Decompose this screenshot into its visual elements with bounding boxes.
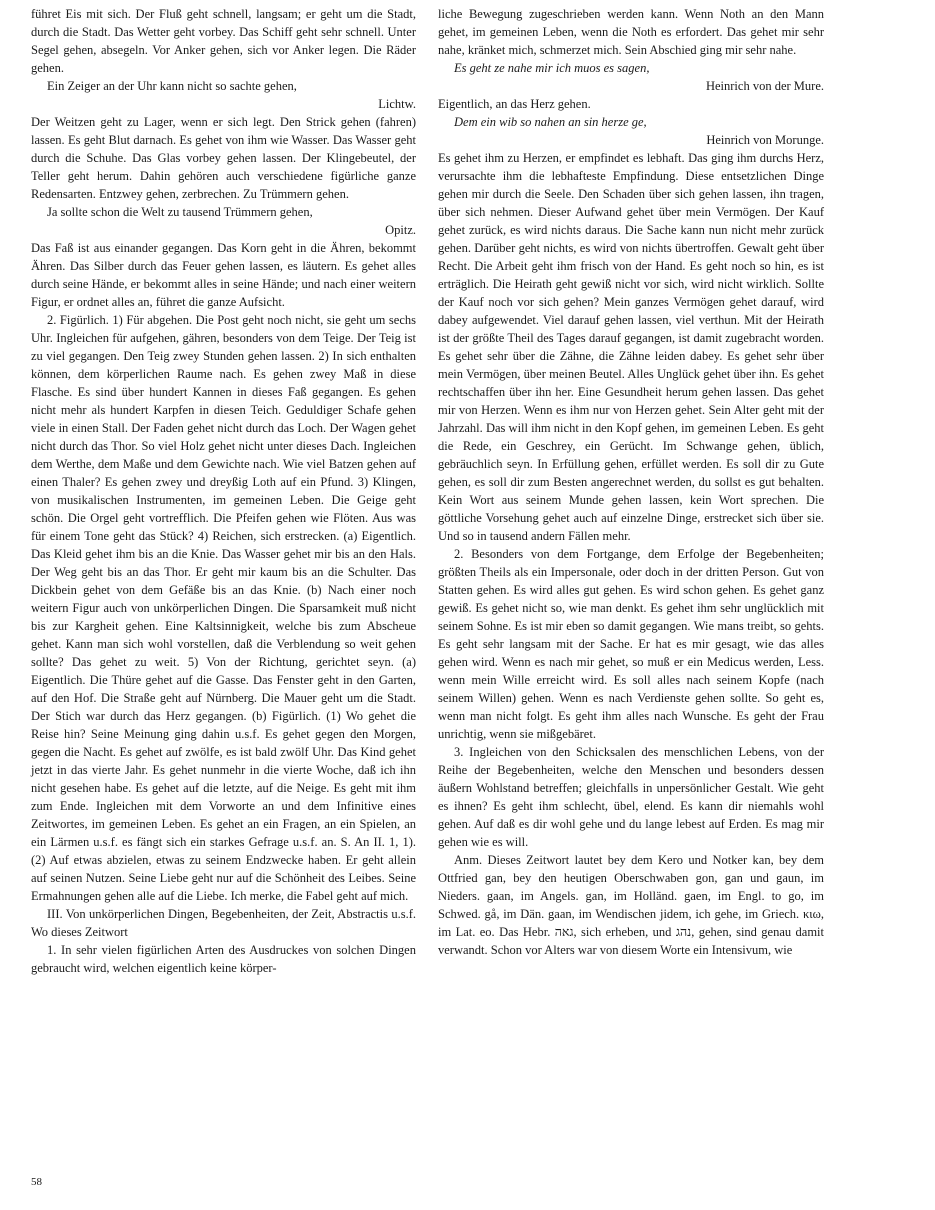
paragraph: Das Faß ist aus einander gegangen. Das Korn geht in die Ähren, bekommt Ähren. Das Silber durch das Feuer gehen lassen, es läutern. Es gehet alles durch seine Hände, er bekommt alles in seine Hände; und nach einer weitern Figur, er ordnet alles an, führet die ganze Aufsicht.: [31, 241, 416, 309]
quotation-line: Ein Zeiger an der Uhr kann nicht so sachte gehen,: [47, 79, 297, 93]
quotation-line: Dem ein wib so nahen an sin herze ge,: [454, 115, 647, 129]
paragraph: Anm. Dieses Zeitwort lautet bey dem Kero und Notker kan, bey dem Ottfried gan, bey den heutigen Oberschwaben gon, gan und gaun, im Nieders. gaan, im Angels. gan, im Holländ. gaen, im Engl. to go, im Schwed. gå, im Dän. gaan, im Wendischen jidem, ich gehe, im Griech. κιω, im Lat. eo. Das Hebr. גאה, sich erheben, und נהג, gehen, sind genau damit verwandt. Schon vor Alters war von diesem Worte ein Intensivum, wie: [438, 853, 825, 957]
quotation-line: Es geht ze nahe mir ich muos es sagen,: [454, 61, 650, 75]
citation-source: Heinrich von der Mure.: [705, 79, 824, 93]
paragraph: liche Bewegung zugeschrieben werden kann. Wenn Noth an den Mann gehet, im gemeinen Leben, wenn die Noth es erfordert. Das gehet mir sehr nahe, kränket mich, schmerzet mich. Sein Abschied ging mir sehr nahe.: [438, 7, 824, 57]
right-column: [438, 5, 824, 959]
citation-source: Opitz.: [385, 223, 416, 237]
citation-source: Lichtw.: [378, 97, 416, 111]
paragraph: führet Eis mit sich. Der Fluß geht schnell, langsam; er geht um die Stadt, durch die Stadt. Das Wetter geht vorbey. Das Schiff geht sehr schnell. Unter Segel gehen, absegeln. Vor Anker gehen, sich vor Anker legen. Die Räder gehen.: [31, 7, 416, 75]
paragraph: 2. Besonders von dem Fortgange, dem Erfolge der Begebenheiten; größten Theils als ein Impersonale, oder doch in der dritten Person. Gut von Statten gehen. Es wird alles gut gehen. Es wird schon gehen. Es gehet ganz gewiß. Es gehet nicht so, wie man denkt. Es gehet ihm sehr unglücklich mit seinem Sohne. Es ist mir eben so damit gegangen. Wie mans treibt, so gehts. Es geht sehr langsam mit der Sache. Er hat es mir gesagt, wie das alles gehen wird. Wenn es nach mir gehet, so muß er ein Medicus werden, Less. wenn mein Wille erreicht wird. Es soll alles nach seinem Kopfe (nach seinem Willen) gehen. Wenn es nach Verdienste gehen sollte. So geht es, wenn man nicht folgt. Es geht ihm alles nach Wunsche. Es geht der Frau unrichtig, wenn sie mißgebäret.: [438, 547, 824, 741]
paragraph: 1. In sehr vielen figürlichen Arten des Ausdruckes von solchen Dingen gebraucht wird, welchen eigentlich keine körper-: [31, 943, 416, 975]
left-column: [31, 5, 416, 977]
paragraph: Es gehet ihm zu Herzen, er empfindet es lebhaft. Das ging ihm durchs Herz, verursachte ihm die lebhafteste Empfindung. Diese entsetzlichen Dinge gehen mir durch die Seele. Den Schaden über sich gehen lassen, ihn tragen, über sich nehmen. Dieser Aufwand gehet über mein Vermögen. Der Kauf gehet zurück, es wird nichts daraus. Die Sache kann nun nicht mehr zurück gehen. Darüber geht nichts, es wird von nichts übertroffen. Gewalt geht über Recht. Die Arbeit geht ihm frisch von der Hand. Es geht noch so hin, es ist erträglich. Die Heirath geht gewiß nicht vor sich, wird nicht wirklich. Sollte der Kauf noch vor sich gehen? Mein ganzes Vermögen gehet darauf, wird dabey aufgewendet. Viel darauf gehen lassen, viel verthun. Mit der Heirath ist der größte Theil des Tages darauf gegangen, ist damit zugebracht worden. Es gehet sehr über die Zähne, die Zähne leiden dabey. Es gehet sehr über mein Vermögen, über meinen Beutel. Alles Unglück gehet über ihn. Es gehet rechtschaffen über ihn her. Eine Gesundheit herum gehen lassen. Das gehet mir von Herzen. Wenn es ihm nur von Herzen gehet. Sein Alter geht mit der Jahrzahl. Das will ihm nicht in den Kopf gehen, im gemeinen Leben. Es geht die Rede, ein Geschrey, ein Gerücht. Im Schwange gehen, üblich, gebräuchlich seyn. In Erfüllung gehen, erfüllet werden. Es soll dir zu Gute gehen, es soll dir zum Besten angerechnet werden, du sollst es gut behalten. Kein Wort aus seinem Munde gehen lassen, kein Wort sprechen. Die göttliche Vorsehung gehet auch auf einzelne Dinge, erstrecket sich über sie. Und so in tausend andern Fällen mehr.: [438, 151, 824, 543]
paragraph: 2. Figürlich. 1) Für abgehen. Die Post geht noch nicht, sie geht um sechs Uhr. Ingleichen für aufgehen, gähren, besonders von dem Teige. Der Teig ist zu viel gegangen. Den Teig zwey Stunden gehen lassen. 2) In sich enthalten können, dem körperlichen Raume nach. Es gehen zwey Maß in diese Flasche. Es sind über hundert Kannen in dieses Faß gegangen. Es gehen nicht mehr als hundert Karpfen in diesen Teich. Geduldiger Schafe gehen viele in einen Stall. Der Faden gehet nicht durch das Loch. Der Wagen gehet nicht durch das Thor. So viel Holz gehet nicht unter dieses Dach. Ingleichen dem Werthe, dem Maße und dem Gewichte nach. Wie viel Batzen gehen auf einen Thaler? Es gehen zwey und dreyßig Loth auf ein Pfund. 3) Klingen, von musikalischen Instrumenten, im gemeinen Leben. Die Geige geht schön. Die Orgel geht vortrefflich. Die Pfeifen gehen wie Flöten. Aus was für einem Tone geht das Stück? 4) Reichen, sich erstrecken. (a) Eigentlich. Das Kleid gehet ihm bis an die Knie. Das Wasser gehet mir bis an den Hals. Der Weg geht bis an das Thor. Er geht mir kaum bis an die Schulter. Das Dickbein gehet von dem Gefäße bis an das Knie. (b) Nach einer noch weitern Figur auch von unkörperlichen Dingen. Die Sparsamkeit muß nicht bis zur Kargheit gehen. Eine Kaltsinnigkeit, welche bis zum Abscheue gehet. Kann man sich wohl vorstellen, daß die Verblendung so weit gehen sollte? Das gehet zu weit. 5) Von der Richtung, gerichtet seyn. (a) Eigentlich. Die Thüre gehet auf die Gasse. Das Fenster geht in den Garten, auf den Hof. Die Straße geht auf Nürnberg. Die Mauer geht um die Stadt. Der Stich war durch das Herz gegangen. (b) Figürlich. (1) Wo gehet die Reise hin? Seine Meinung ging dahin u.s.f. Es gehet gegen den Morgen, gegen die Nacht. Es gehet auf zwölfe, es ist bald zwölf Uhr. Das Kind gehet jetzt in das vierte Jahr. Es gehet nunmehr in die vierte Woche, daß ich ihn nicht gesehen habe. Es gehet auf die letzte, auf die Neige. Es geht mit ihm zum Ende. Ingleichen mit dem Vorworte an und dem Infinitive eines Zeitwortes, im gemeinen Leben. Es gehet an ein Fragen, an ein Spielen, an ein Lärmen u.s.f. es fängt sich ein starkes Gefrage u.s.f. an. S. An II. 1, 1). (2) Auf etwas abzielen, etwas zu seinem Endzwecke haben. Er geht allein auf seinen Nutzen. Seine Liebe geht nur auf die Schönheit des Leibes. Seine Ermahnungen gehen alle auf die Liebe. Ich merke, die Fabel geht auf mich.: [31, 313, 416, 903]
paragraph: Eigentlich, an das Herz gehen.: [438, 97, 591, 111]
paragraph: 3. Ingleichen von den Schicksalen des menschlichen Lebens, von der Reihe der Begebenheiten, welche den Menschen und besonders dessen äußern Wohlstand betreffen; gleichfalls in unpersönlicher Gestalt. Wie geht es ihnen? Es geht ihm schlecht, übel, elend. Es kann dir niemahls wohl gehen. Auf daß es dir wohl gehe und du lange lebest auf Erden. Es mag mir gehen wie es will.: [438, 745, 824, 849]
page-number: 58: [31, 1176, 42, 1188]
quotation-line: Ja sollte schon die Welt zu tausend Trümmern gehen,: [47, 205, 313, 219]
citation-source: Heinrich von Morunge.: [706, 133, 824, 147]
paragraph: Der Weitzen geht zu Lager, wenn er sich legt. Den Strick gehen (fahren) lassen. Es geht Blut darnach. Es gehet von ihm wie Wasser. Das Wasser geht durch die Schuhe. Das Glas vorbey gehen lassen. Der Klingebeutel, der Teller geht herum. Dahin gehören auch verschiedene figürliche ganze Redensarten. Entzwey gehen, zerbrechen. Zu Trümmern gehen.: [31, 115, 416, 201]
paragraph: III. Von unkörperlichen Dingen, Begebenheiten, der Zeit, Abstractis u.s.f. Wo dieses Zeitwort: [31, 907, 416, 939]
